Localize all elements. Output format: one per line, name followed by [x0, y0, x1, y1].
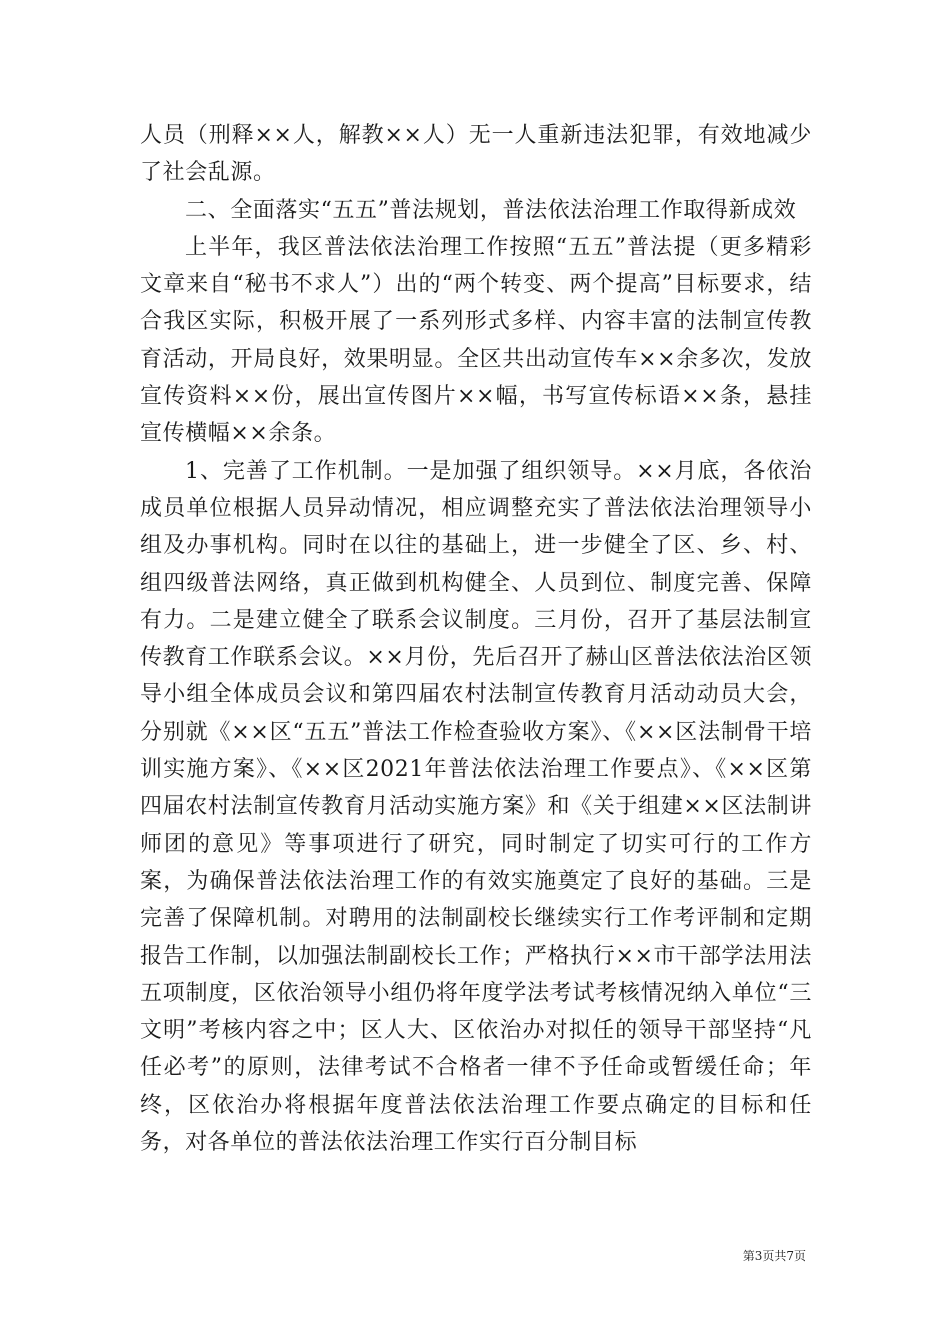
paragraph-overview: 上半年，我区普法依法治理工作按照“五五”普法提（更多精彩文章来自“秘书不求人”）出的“两个转变、两个提高”目标要求，结合我区实际，积极开展了一系列形式多样、内容丰富的法制宣传教育活动，开局良好，效果明显。全区共出动宣传车××余多次，发放宣传资料××份，展出宣传图片××幅，书写宣传标语××条，悬挂宣传横幅××余条。 [140, 234, 812, 447]
paragraph-continuation: 人员（刑释××人，解教××人）无一人重新违法犯罪，有效地减少了社会乱源。 [140, 123, 812, 186]
paragraph-work-mechanism: 1、完善了工作机制。一是加强了组织领导。××月底，各依治成员单位根据人员异动情况，相应调整充实了普法依法治理领导小组及办事机构。同时在以往的基础上，进一步健全了区、乡、村、组四级普法网络，真正做到机构健全、人员到位、制度完善、保障有力。二是建立健全了联系会议制度。三月份，召开了基层法制宣传教育工作联系会议。××月份，先后召开了赫山区普法依法治区领导小组全体成员会议和第四届农村法制宣传教育月活动动员大会，分别就《××区“五五”普法工作检查验收方案》、《××区法制骨干培训实施方案》、《××区2021年普法依法治理工作要点》、《××区第四届农村法制宣传教育月活动实施方案》和《关于组建××区法制讲师团的意见》等事项进行了研究，同时制定了切实可行的工作方案，为确保普法依法治理工作的有效实施奠定了良好的基础。三是完善了保障机制。对聘用的法制副校长继续实行工作考评制和定期报告工作制，以加强法制副校长工作；严格执行××市干部学法用法五项制度，区依治领导小组仍将年度学法考试考核情况纳入单位“三文明”考核内容之中；区人大、区依治办对拟任的领导干部坚持“凡任必考”的原则，法律考试不合格者一律不予任命或暂缓任命；年终，区依治办将根据年度普法依法治理工作要点确定的目标和任务，对各单位的普法依法治理工作实行百分制目标 [140, 458, 812, 1156]
document-body [140, 117, 812, 1161]
page-number: 第3页共7页 [742, 1249, 806, 1263]
section-heading: 二、全面落实“五五”普法规划，普法依法治理工作取得新成效 [185, 197, 797, 223]
